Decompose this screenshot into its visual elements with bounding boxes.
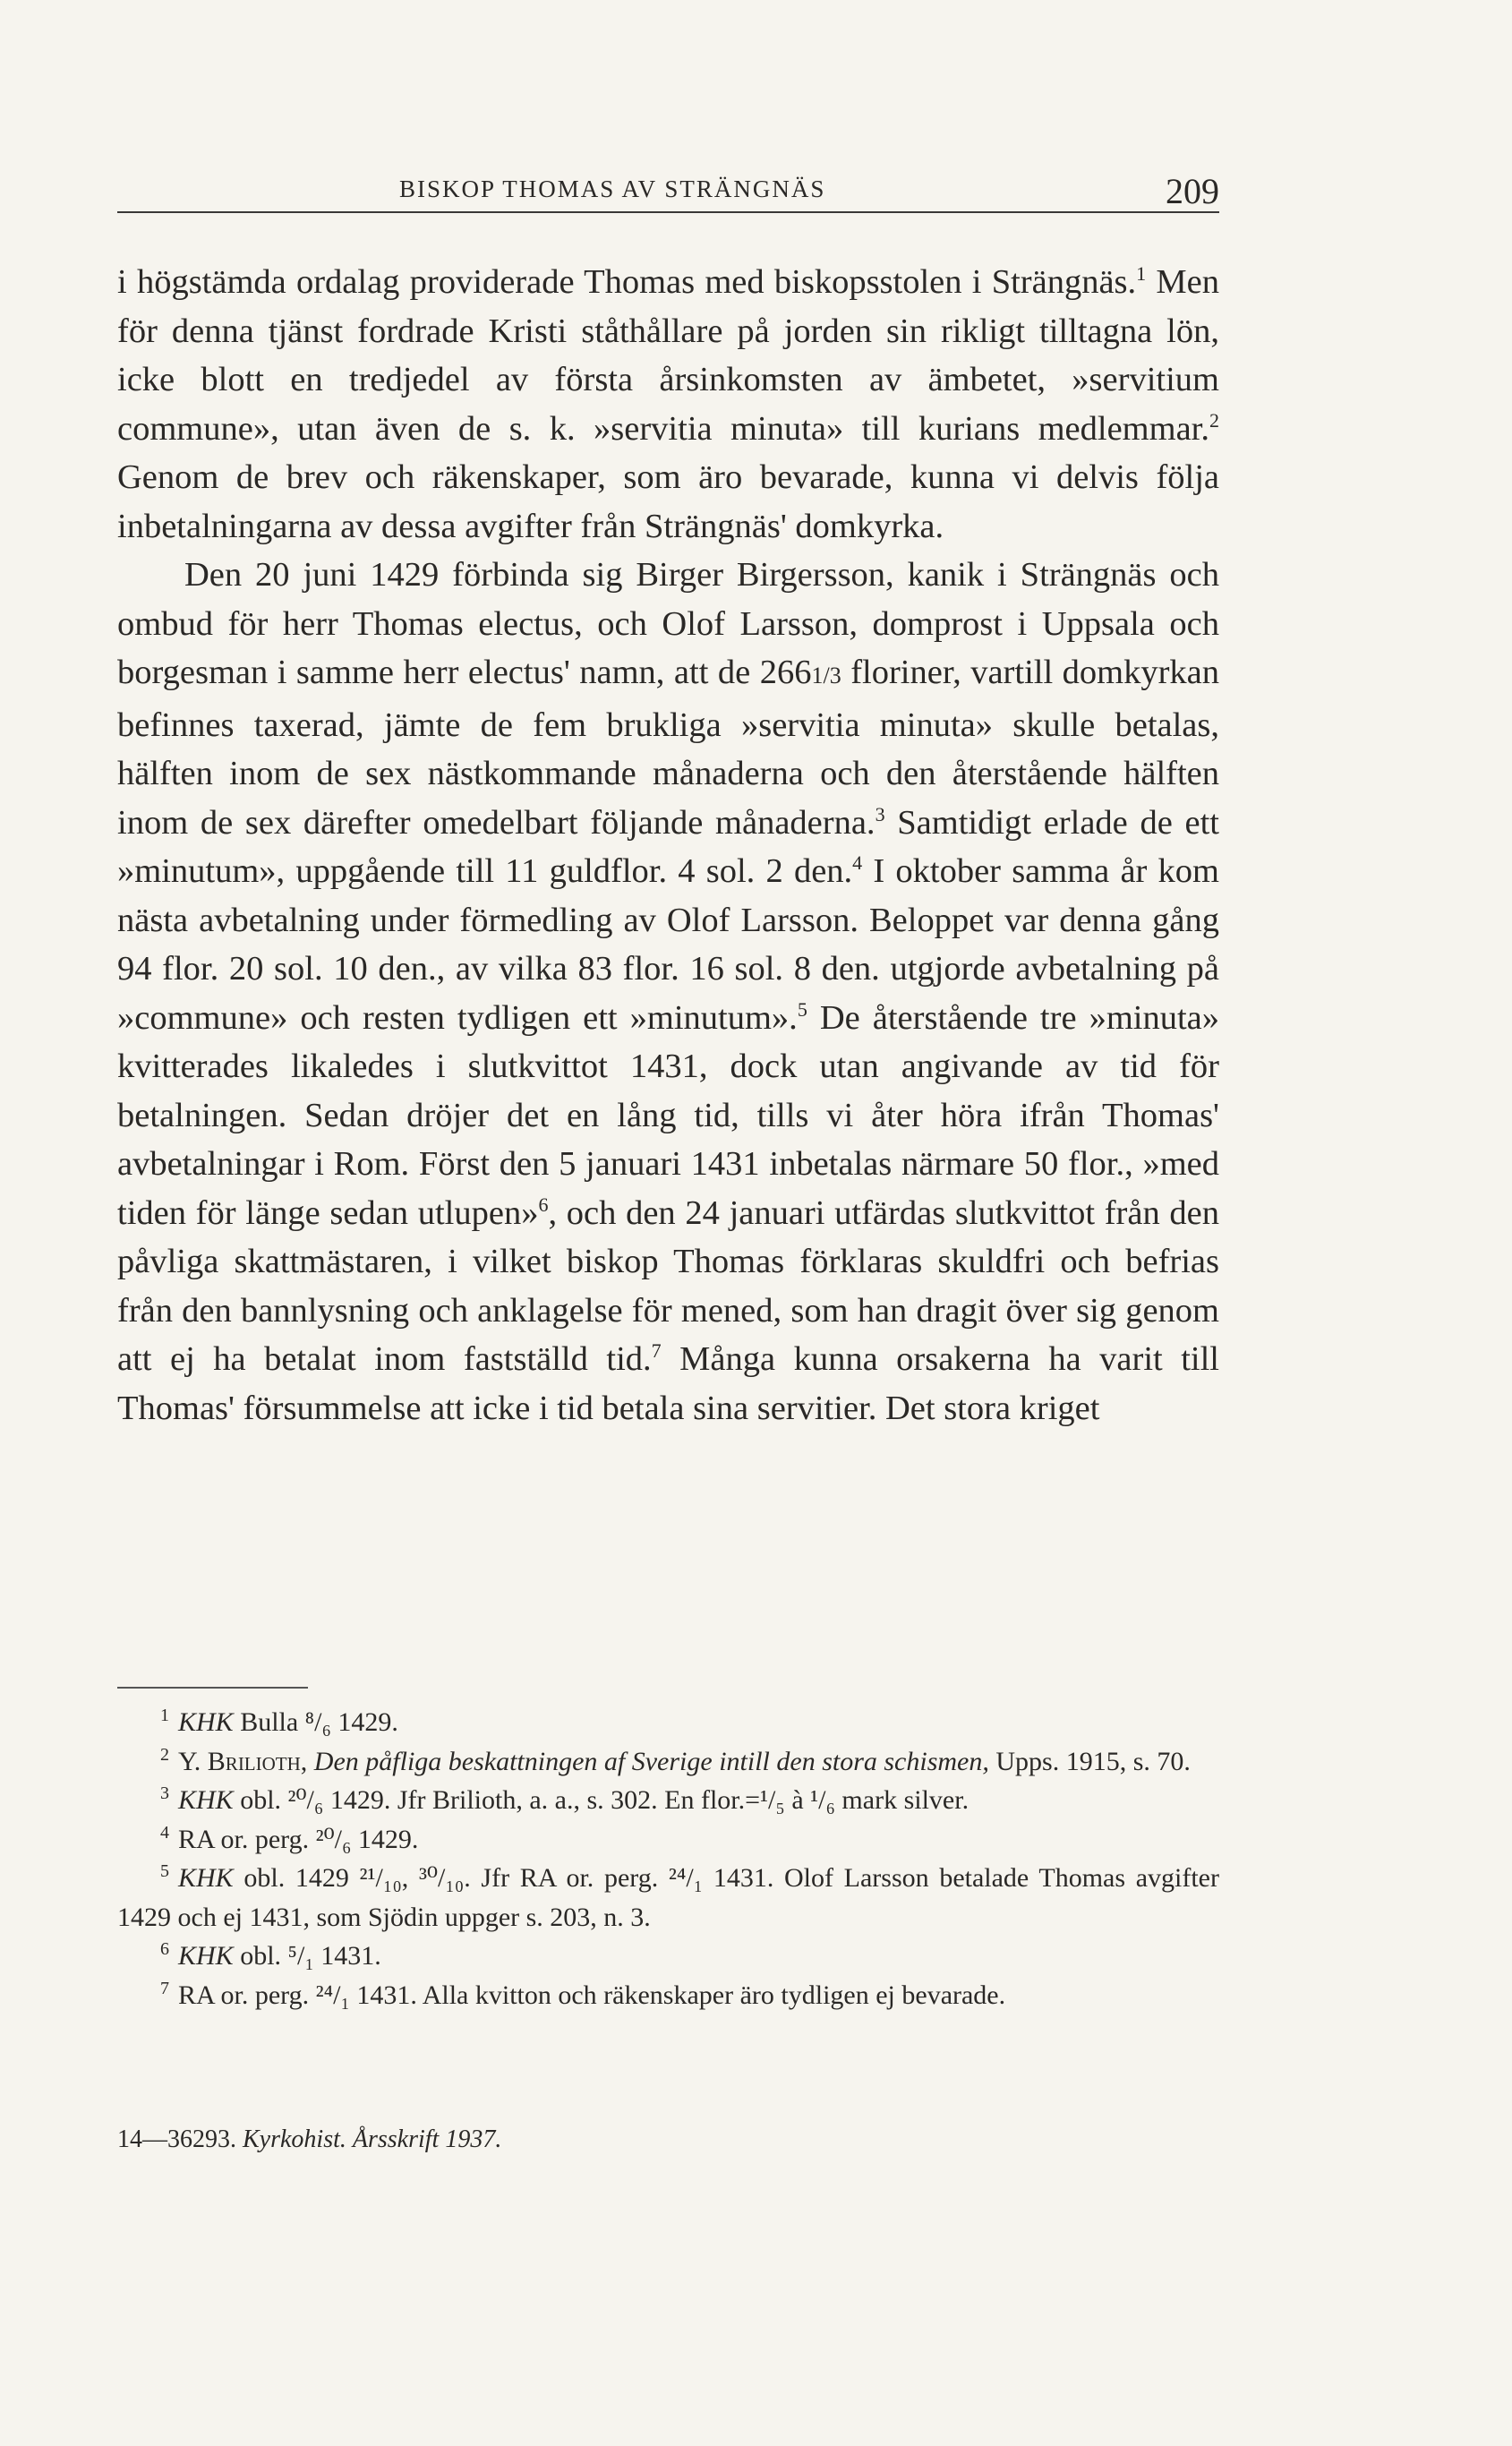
paragraph-1: i högstämda ordalag providerade Thomas med biskopsstolen i Strängnäs.$^1$ Men för denna tjänst fordrade Kristi ståthållare på jorden sin rikligt tilltagna lön, icke blott en tredjedel av första årsinkomsten av ämbetet, »servitium commune», utan även de s. k. »servitia minuta» till kurians medlemmar.$^2$ Genom de brev och räkenskaper, som äro bevarade, kunna vi delvis följa inbetalningarna av dessa avgifter från Strängnäs' domkyrka. <box>117 262 1219 545</box>
footnote-ref-4: 4 <box>852 851 863 875</box>
body-text <box>117 258 1219 1433</box>
footnote-1: $^1$ KHK Bulla ⁸/₆ 1429. <box>160 1706 398 1737</box>
fraction: 1/3 <box>811 663 841 688</box>
footnote-separator <box>117 1687 308 1689</box>
footnote-4: $^4$ RA or. perg. ²⁰/₆ 1429. <box>160 1822 419 1854</box>
printer-imprint <box>117 2125 501 2154</box>
footnote-ref-2: 2 <box>1209 408 1219 432</box>
footnote-6: $^6$ KHK obl. ⁵/₁ 1431. <box>160 1939 381 1971</box>
imprint-code: 14—36293. <box>117 2125 236 2153</box>
footnote-7: $^7$ RA or. perg. ²⁴/₁ 1431. Alla kvitton och räkenskaper äro tydligen ej bevarade. <box>160 1978 1006 2010</box>
footnote-ref-1: 1 <box>1136 262 1147 286</box>
footnote-2: $^2$ Y. Brilioth, Den påfliga beskattningen af Sverige intill den stora schismen, Upps. 1915, s. 70. <box>160 1744 1191 1776</box>
running-title: BISKOP THOMAS AV STRÄNGNÄS <box>399 175 826 202</box>
footnote-ref-6: 6 <box>538 1193 549 1216</box>
running-header <box>117 171 1219 213</box>
page-number: 209 <box>1166 171 1219 211</box>
paragraph-2: Den 20 juni 1429 förbinda sig Birger Birgersson, kanik i Strängnäs och ombud för herr Thomas electus, och Olof Larsson, domprost i Uppsala och borgesman i samme herr electus' namn, att de 2661/3 floriner, vartill domkyrkan befinnes taxerad, jämte de fem brukliga »servitia minuta» skulle betalas, hälften inom de sex nästkommande månaderna och den återstående hälften inom de sex därefter omedelbart följande månaderna.$^3$ Samtidigt erlade de ett »minutum», uppgående till 11 guldflor. 4 sol. 2 den.$^4$ I oktober samma år kom nästa avbetalning under förmedling av Olof Larsson. Beloppet var denna gång 94 flor. 20 sol. 10 den., av vilka 83 flor. 16 sol. 8 den. utgjorde avbetalning på »commune» och resten tydligen ett »minutum».$^5$ De återstående tre »minuta» kvitterades likaledes i slutkvittot 1431, dock utan angivande av tid för betalningen. Sedan dröjer det en lång tid, tills vi åter höra ifrån Thomas' avbetalningar i Rom. Först den 5 januari 1431 inbetalas närmare 50 flor., »med tiden för länge sedan utlupen»$^6$, och den 24 januari utfärdas slutkvittot från den påvliga skattmästaren, i vilket biskop Thomas förklaras skuldfri och befrias från den bannlysning och anklagelse för mened, som han dragit över sig genom att ej ha betalat inom fastställd tid.$^7$ Många kunna orsakerna ha varit till Thomas' försummelse att icke i tid betala sina servitier. Det stora kriget <box>117 556 1220 1427</box>
footnotes <box>117 1703 1219 2014</box>
imprint-journal: Kyrkohist. Årsskrift 1937. <box>243 2125 502 2153</box>
footnote-ref-5: 5 <box>797 997 807 1021</box>
footnote-3: $^3$ KHK obl. ²⁰/₆ 1429. Jfr Brilioth, a. a., s. 302. En flor.=¹/₅ à ¹/₆ mark silver. <box>160 1783 970 1815</box>
footnote-5: $^5$ KHK obl. 1429 ²¹/₁₀, ³⁰/₁₀. Jfr RA or. perg. ²⁴/₁ 1431. Olof Larsson betalade Thomas avgifter 1429 och ej 1431, som Sjödin uppger s. 203, n. 3. <box>117 1861 1219 1932</box>
footnote-ref-7: 7 <box>651 1339 662 1363</box>
footnote-ref-3: 3 <box>875 802 885 825</box>
